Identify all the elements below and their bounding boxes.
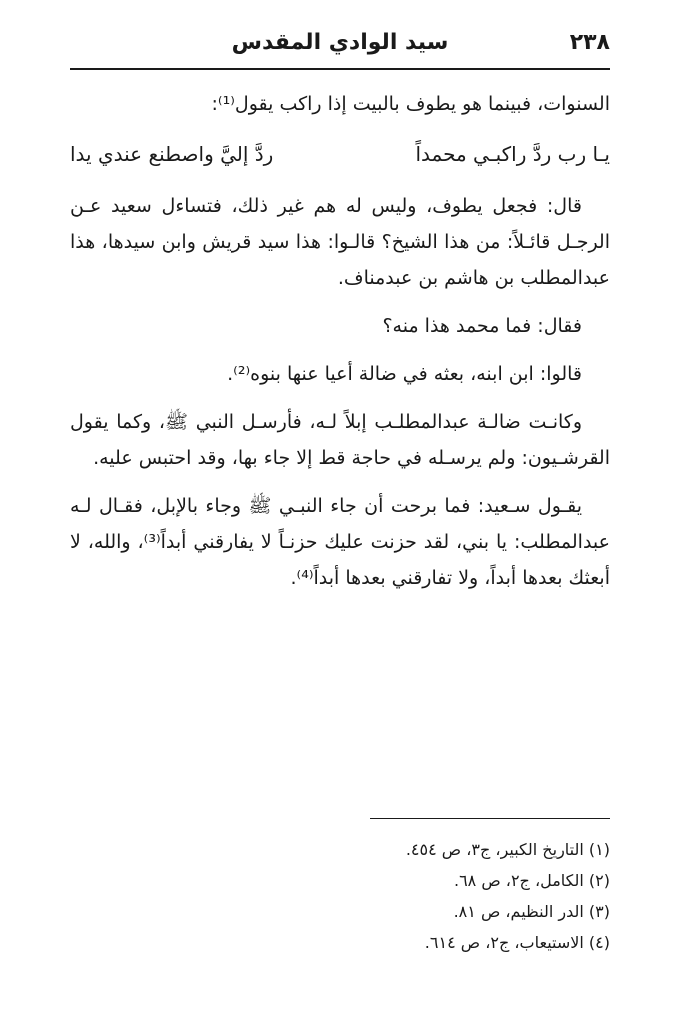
page-header — [70, 30, 610, 62]
running-title: سيد الوادي المقدس — [231, 30, 449, 55]
paragraph-5: وكانـت ضالـة عبدالمطلـب إبلاً لـه، فأرسـل النبي ﷺ، وكما يقول القرشـيون: ولم يرسـله في حاجة قط إلا جاء بها، وقد احتبس عليه. — [70, 411, 610, 469]
header-divider — [70, 68, 610, 70]
poetry-verse — [70, 134, 610, 174]
paragraph-2: قال: فجعل يطوف، وليس له هم غير ذلك، فتساءل سعيد عـن الرجـل قائـلاً: من هذا الشيخ؟ قالـوا: هذا سيد قريش وابن سيدها، هذا عبدالمطلب بن هاشم بن عبدمناف. — [70, 195, 610, 289]
main-text — [70, 86, 610, 608]
paragraph-3: فقال: فما محمد هذا منه؟ — [382, 315, 582, 337]
verse-first-hemistich: يـا رب ردَّ راكبـي محمداً — [415, 142, 610, 166]
footnote-divider — [370, 818, 610, 819]
footnote-2: (٢) الكامل، ج٢، ص ٦٨. — [453, 871, 610, 890]
paragraph-6: يقـول سـعيد: فما برحت أن جاء النبـي ﷺ وجاء بالإبل، فقـال لـه عبدالمطلب: يا بني، لقد حزنت عليك حزنـاً لا يفارقني أبداً⁽³⁾، والله، لا أبعثك بعدها أبداً، ولا تفارقني بعدها أبداً⁽⁴⁾. — [70, 495, 610, 589]
footnote-3: (٣) الدر النظيم، ص ٨١. — [453, 902, 610, 921]
footnote-1: (١) التاريخ الكبير، ج٣، ص ٤٥٤. — [405, 840, 610, 859]
paragraph-4: قالوا: ابن ابنه، بعثه في ضالة أعيا عنها بنوه⁽²⁾. — [227, 363, 582, 385]
page-number: ٢٣٨ — [569, 30, 610, 55]
footnote-4: (٤) الاستيعاب، ج٢، ص ٦١٤. — [424, 933, 610, 952]
verse-second-hemistich: ردَّ إليَّ واصطنع عندي يدا — [70, 142, 274, 166]
paragraph-1: السنوات، فبينما هو يطوف بالبيت إذا راكب يقول⁽¹⁾: — [211, 93, 610, 115]
footnotes — [70, 834, 610, 958]
